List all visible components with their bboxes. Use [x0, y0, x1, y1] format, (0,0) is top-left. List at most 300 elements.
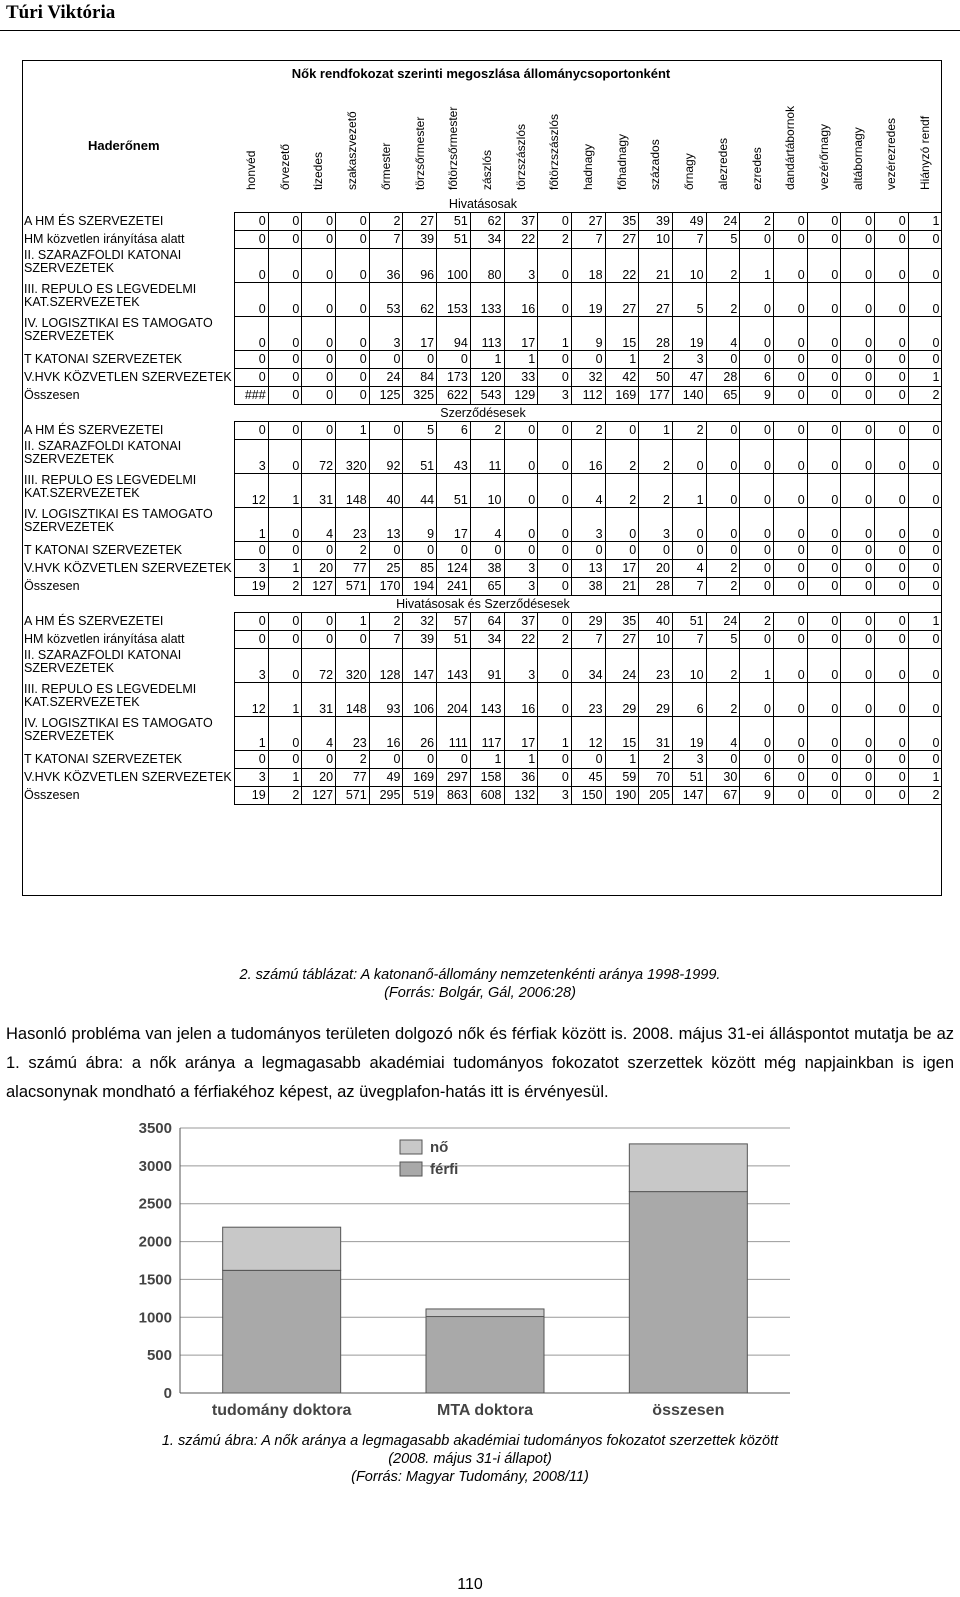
- table-cell: 0: [875, 283, 909, 317]
- table-cell: 3: [235, 769, 269, 787]
- table-cell: 0: [807, 422, 841, 440]
- table-cell: 0: [774, 683, 808, 717]
- table-cell: 147: [672, 787, 706, 805]
- table-cell: 0: [571, 751, 605, 769]
- table-cell: 36: [369, 249, 403, 283]
- table-cell: 3: [571, 508, 605, 542]
- table-cell: 0: [807, 508, 841, 542]
- table-cell: 0: [875, 649, 909, 683]
- table-cell: 43: [437, 440, 471, 474]
- table-cell: 5: [706, 231, 740, 249]
- table-cell: 0: [807, 213, 841, 231]
- table-cell: 169: [605, 387, 639, 405]
- table-cell: 36: [504, 769, 538, 787]
- table-cell: 19: [571, 283, 605, 317]
- table-cell: 0: [268, 717, 302, 751]
- table-cell: 0: [908, 717, 942, 751]
- table-cell: 10: [639, 631, 673, 649]
- table-cell: 0: [875, 249, 909, 283]
- table-cell: 7: [571, 631, 605, 649]
- table-cell: 31: [302, 474, 336, 508]
- table-cell: 177: [639, 387, 673, 405]
- table-cell: 622: [437, 387, 471, 405]
- table-cell: 0: [302, 249, 336, 283]
- table-cell: 0: [841, 631, 875, 649]
- table-cell: 0: [268, 387, 302, 405]
- table-cell: 91: [470, 649, 504, 683]
- table-cell: 77: [336, 769, 370, 787]
- table-cell: 3: [235, 560, 269, 578]
- table-cell: 27: [605, 631, 639, 649]
- row-label: III. REPÜLŐ ÉS LÉGVÉDELMI KAT.SZERVEZETEK: [24, 282, 197, 309]
- column-header-label: tizedes: [311, 151, 326, 190]
- table-cell: 0: [841, 283, 875, 317]
- table-cell: 47: [672, 369, 706, 387]
- table-cell: 10: [672, 649, 706, 683]
- x-tick-label: tudomány doktora: [211, 1402, 352, 1418]
- table-cell: 1: [235, 717, 269, 751]
- table-cell: 0: [538, 369, 572, 387]
- table-cell: 0: [875, 508, 909, 542]
- table-cell: 3: [504, 578, 538, 596]
- table-cell: 0: [504, 508, 538, 542]
- table-cell: 2: [369, 613, 403, 631]
- table-cell: 1: [908, 213, 942, 231]
- table-cell: 4: [302, 508, 336, 542]
- y-tick-label: 3500: [138, 1120, 172, 1137]
- row-header-label: Haderőnem: [88, 138, 160, 153]
- table-cell: 19: [672, 317, 706, 351]
- table-cell: 0: [538, 351, 572, 369]
- table-cell: 0: [302, 283, 336, 317]
- table-cell: 153: [437, 283, 471, 317]
- table-cell: 51: [672, 769, 706, 787]
- row-label: IV. LOGISZTIKAI ÉS TÁMOGATÓ SZERVEZETEK: [24, 507, 213, 534]
- table-cell: 129: [504, 387, 538, 405]
- column-header: [579, 90, 599, 190]
- row-label: T KATONAI SZERVEZETEK: [24, 352, 183, 366]
- table-cell: 0: [841, 649, 875, 683]
- table-cell: 0: [875, 751, 909, 769]
- table-cell: 39: [403, 631, 437, 649]
- table-cell: 0: [875, 631, 909, 649]
- table-cell: 120: [470, 369, 504, 387]
- table-cell: 0: [706, 440, 740, 474]
- column-header-label: törzsőrmester: [412, 116, 427, 190]
- table-cell: 2: [908, 787, 942, 805]
- column-header: [478, 90, 498, 190]
- table-cell: ###: [235, 387, 269, 405]
- table-cell: 2: [538, 231, 572, 249]
- table-cell: 65: [706, 387, 740, 405]
- table-cell: 1: [268, 683, 302, 717]
- table-cell: 0: [538, 422, 572, 440]
- table-cell: 0: [706, 542, 740, 560]
- table-cell: 2: [740, 213, 774, 231]
- table-cell: 7: [672, 231, 706, 249]
- table-cell: 0: [235, 631, 269, 649]
- table-cell: 21: [639, 249, 673, 283]
- table-cell: 0: [807, 578, 841, 596]
- table-cell: 0: [774, 283, 808, 317]
- table-cell: 1: [605, 751, 639, 769]
- column-header: [276, 90, 296, 190]
- bar-ferfi: [629, 1192, 747, 1393]
- table-cell: 0: [807, 249, 841, 283]
- table-cell: 33: [504, 369, 538, 387]
- column-header-label: vezérőrnagy: [816, 123, 831, 190]
- column-header: [411, 90, 431, 190]
- table-cell: 1: [908, 369, 942, 387]
- table-cell: 2: [706, 249, 740, 283]
- table-cell: 0: [908, 683, 942, 717]
- table-cell: 5: [672, 283, 706, 317]
- table-cell: 2: [672, 422, 706, 440]
- table-cell: 106: [403, 683, 437, 717]
- column-header-label: Hiányzó rendf: [918, 115, 932, 190]
- table-cell: 0: [841, 474, 875, 508]
- table-cell: 0: [908, 474, 942, 508]
- table-cell: 0: [774, 317, 808, 351]
- table-cell: 4: [706, 317, 740, 351]
- table-row: [24, 751, 942, 769]
- table-cell: 38: [571, 578, 605, 596]
- table-cell: 117: [470, 717, 504, 751]
- table-cell: 13: [369, 508, 403, 542]
- table-cell: 0: [807, 231, 841, 249]
- table-cell: 111: [437, 717, 471, 751]
- column-header-label: főhadnagy: [614, 133, 629, 190]
- table-cell: 0: [774, 631, 808, 649]
- table-cell: 1: [740, 649, 774, 683]
- table-cell: 0: [437, 751, 471, 769]
- table-cell: 40: [369, 474, 403, 508]
- table-cell: 1: [235, 508, 269, 542]
- table-cell: 0: [807, 351, 841, 369]
- table-cell: 0: [875, 387, 909, 405]
- table-cell: 0: [875, 769, 909, 787]
- figure-caption-line1: 1. számú ábra: A nők aránya a legmagasabb akadémiai tudományos fokozatot szerzettek között: [161, 1433, 779, 1449]
- table-cell: 0: [908, 649, 942, 683]
- table-cell: 39: [403, 231, 437, 249]
- column-header: [781, 90, 801, 190]
- table-cell: 0: [908, 440, 942, 474]
- table-cell: 0: [336, 631, 370, 649]
- table-cell: 0: [841, 231, 875, 249]
- table-cell: 143: [470, 683, 504, 717]
- table-cell: 0: [336, 249, 370, 283]
- table-row: [24, 717, 942, 751]
- table-cell: 4: [672, 560, 706, 578]
- table-cell: 2: [571, 422, 605, 440]
- table-cell: 0: [774, 751, 808, 769]
- table-cell: 0: [302, 317, 336, 351]
- legend-label-ferfi: férfi: [430, 1161, 459, 1178]
- table-cell: 2: [336, 751, 370, 769]
- table-cell: 4: [706, 717, 740, 751]
- section-heading-row: [24, 196, 942, 213]
- table-cell: 1: [740, 249, 774, 283]
- table-cell: 10: [470, 474, 504, 508]
- row-label: IV. LOGISZTIKAI ÉS TÁMOGATÓ SZERVEZETEK: [24, 716, 213, 743]
- table-cell: 0: [336, 317, 370, 351]
- table-row: [24, 769, 942, 787]
- table-cell: 0: [740, 508, 774, 542]
- table-cell: 0: [403, 751, 437, 769]
- table-cell: 3: [235, 649, 269, 683]
- table-cell: 34: [470, 631, 504, 649]
- table-cell: 1: [336, 422, 370, 440]
- column-header-label: főtörzsőrmester: [446, 106, 461, 190]
- table-cell: 64: [470, 613, 504, 631]
- table-cell: 519: [403, 787, 437, 805]
- row-label: A HM ÉS SZERVEZETEI: [24, 614, 164, 628]
- table-cell: 70: [639, 769, 673, 787]
- table-cell: 1: [268, 474, 302, 508]
- table-cell: 0: [538, 683, 572, 717]
- table-cell: 0: [302, 542, 336, 560]
- bar-no: [629, 1144, 747, 1192]
- table-cell: 320: [336, 440, 370, 474]
- table-cell: 17: [403, 317, 437, 351]
- table-cell: 124: [437, 560, 471, 578]
- table-cell: 2: [639, 751, 673, 769]
- table-cell: 190: [605, 787, 639, 805]
- row-label: A HM ÉS SZERVEZETEI: [24, 214, 164, 228]
- table-cell: 53: [369, 283, 403, 317]
- table-cell: 0: [369, 751, 403, 769]
- table-cell: 0: [268, 213, 302, 231]
- table-cell: 0: [672, 542, 706, 560]
- table-cell: 7: [369, 631, 403, 649]
- table-cell: 0: [369, 422, 403, 440]
- table-cell: 0: [740, 717, 774, 751]
- table-cell: 0: [740, 440, 774, 474]
- table-cell: 0: [774, 231, 808, 249]
- table-cell: 16: [504, 283, 538, 317]
- table-cell: 1: [470, 751, 504, 769]
- table-cell: 23: [571, 683, 605, 717]
- column-header: [714, 90, 734, 190]
- table-cell: 0: [908, 542, 942, 560]
- table-cell: 113: [470, 317, 504, 351]
- table-cell: 22: [504, 231, 538, 249]
- table-cell: 7: [672, 631, 706, 649]
- stacked-bar-chart: [110, 1118, 810, 1418]
- table-cell: 0: [605, 508, 639, 542]
- table-cell: 9: [403, 508, 437, 542]
- table-cell: 26: [403, 717, 437, 751]
- table-cell: 40: [639, 613, 673, 631]
- table-cell: 62: [470, 213, 504, 231]
- table-cell: 112: [571, 387, 605, 405]
- table-cell: 194: [403, 578, 437, 596]
- table-row: [24, 578, 942, 596]
- column-header-label: főtörzszászlós: [547, 113, 562, 190]
- table-cell: 0: [875, 560, 909, 578]
- table-cell: 38: [470, 560, 504, 578]
- row-label: A HM ÉS SZERVEZETEI: [24, 423, 164, 437]
- table-cell: 0: [740, 474, 774, 508]
- row-label: II. SZÁRAZFÖLDI KATONAI SZERVEZETEK: [24, 648, 182, 675]
- table-row: [24, 683, 942, 717]
- table-cell: 0: [841, 387, 875, 405]
- table-cell: 1: [538, 717, 572, 751]
- table-cell: 1: [672, 474, 706, 508]
- table-cell: 158: [470, 769, 504, 787]
- table-cell: 20: [302, 560, 336, 578]
- table-cell: 0: [268, 249, 302, 283]
- table-cell: 31: [302, 683, 336, 717]
- column-header-label: százados: [648, 139, 663, 190]
- table-cell: 0: [774, 474, 808, 508]
- table-cell: 140: [672, 387, 706, 405]
- table-cell: 0: [706, 422, 740, 440]
- table-cell: 1: [470, 351, 504, 369]
- table-cell: 3: [538, 387, 572, 405]
- section-heading: Hivatásosak: [448, 196, 518, 211]
- table-cell: 543: [470, 387, 504, 405]
- table-cell: 0: [538, 542, 572, 560]
- column-header-label: ezredes: [749, 147, 764, 190]
- section-heading: Szerződésesek: [440, 405, 526, 420]
- table-cell: 57: [437, 613, 471, 631]
- table-cell: 45: [571, 769, 605, 787]
- table-cell: 0: [538, 213, 572, 231]
- table-cell: 0: [740, 351, 774, 369]
- table-cell: 0: [774, 387, 808, 405]
- table-cell: 0: [841, 560, 875, 578]
- table-cell: 0: [774, 717, 808, 751]
- y-tick-label: 0: [163, 1385, 172, 1402]
- table-cell: 0: [807, 369, 841, 387]
- table-cell: 3: [235, 440, 269, 474]
- table-row: [24, 351, 942, 369]
- table-cell: 0: [437, 351, 471, 369]
- table-cell: 13: [571, 560, 605, 578]
- table-cell: 85: [403, 560, 437, 578]
- table-cell: 0: [571, 351, 605, 369]
- table-row: [24, 560, 942, 578]
- table-cell: 125: [369, 387, 403, 405]
- table-row: [24, 283, 942, 317]
- table-cell: 608: [470, 787, 504, 805]
- table-cell: 0: [538, 560, 572, 578]
- table-cell: 128: [369, 649, 403, 683]
- table-cell: 0: [740, 231, 774, 249]
- table-cell: 0: [807, 717, 841, 751]
- table-cell: 3: [504, 249, 538, 283]
- table-cell: 0: [538, 613, 572, 631]
- row-label: V.HVK KÖZVETLEN SZERVEZETEK: [24, 770, 232, 784]
- table-cell: 39: [639, 213, 673, 231]
- table-cell: 2: [369, 213, 403, 231]
- table-cell: 241: [437, 578, 471, 596]
- table-cell: 27: [571, 213, 605, 231]
- table-cell: 16: [571, 440, 605, 474]
- table-cell: 35: [605, 213, 639, 231]
- table-cell: 51: [672, 613, 706, 631]
- table-cell: 0: [841, 508, 875, 542]
- table-row: [24, 231, 942, 249]
- column-header: [646, 90, 666, 190]
- table-cell: 0: [706, 474, 740, 508]
- table-cell: 0: [235, 751, 269, 769]
- row-label: V.HVK KÖZVETLEN SZERVEZETEK: [24, 561, 232, 575]
- table-cell: 2: [706, 578, 740, 596]
- table-cell: 0: [908, 231, 942, 249]
- table-cell: 0: [841, 683, 875, 717]
- table-cell: 147: [403, 649, 437, 683]
- table-cell: 15: [605, 317, 639, 351]
- column-header: [343, 90, 363, 190]
- table-cell: 23: [639, 649, 673, 683]
- table-cell: 31: [639, 717, 673, 751]
- table-cell: 0: [336, 369, 370, 387]
- table-cell: 2: [908, 387, 942, 405]
- table-cell: 77: [336, 560, 370, 578]
- table-cell: 3: [672, 351, 706, 369]
- table-cell: 0: [740, 317, 774, 351]
- table-cell: 0: [571, 542, 605, 560]
- table-cell: 0: [538, 249, 572, 283]
- table-cell: 169: [403, 769, 437, 787]
- table-cell: 27: [639, 283, 673, 317]
- table-cell: 17: [605, 560, 639, 578]
- table-cell: 1: [268, 769, 302, 787]
- table-cell: 19: [235, 578, 269, 596]
- table-cell: 0: [740, 422, 774, 440]
- table-cell: 0: [504, 474, 538, 508]
- y-tick-label: 1500: [138, 1271, 172, 1289]
- figure-caption-line2: (2008. május 31-i állapot): [388, 1451, 552, 1467]
- column-header-label: szakaszvezető: [345, 111, 360, 190]
- table-cell: 24: [369, 369, 403, 387]
- table-cell: 0: [302, 631, 336, 649]
- table-cell: 0: [740, 560, 774, 578]
- table-cell: 1: [605, 351, 639, 369]
- table-cell: 32: [403, 613, 437, 631]
- table-caption: [0, 966, 960, 1002]
- table-cell: 2: [639, 351, 673, 369]
- table-cell: 42: [605, 369, 639, 387]
- table-cell: 0: [268, 542, 302, 560]
- column-header: [613, 90, 633, 190]
- table-cell: 571: [336, 787, 370, 805]
- table-cell: 0: [875, 787, 909, 805]
- table-cell: 12: [571, 717, 605, 751]
- table-cell: 143: [437, 649, 471, 683]
- x-tick-label: MTA doktora: [437, 1402, 533, 1418]
- table-cell: 0: [268, 440, 302, 474]
- column-header: [849, 90, 869, 190]
- table-row: [24, 387, 942, 405]
- table-cell: 32: [571, 369, 605, 387]
- table-cell: 5: [403, 422, 437, 440]
- table-cell: 96: [403, 249, 437, 283]
- table-cell: 0: [538, 578, 572, 596]
- table-cell: 24: [605, 649, 639, 683]
- row-label: V.HVK KÖZVETLEN SZERVEZETEK: [24, 370, 232, 384]
- bar-no: [426, 1309, 544, 1317]
- table-cell: 0: [841, 440, 875, 474]
- table-cell: 28: [706, 369, 740, 387]
- column-header-label: zászlós: [479, 149, 494, 190]
- table-cell: 11: [470, 440, 504, 474]
- column-header: [377, 90, 397, 190]
- table-cell: 0: [875, 578, 909, 596]
- table-cell: 28: [639, 317, 673, 351]
